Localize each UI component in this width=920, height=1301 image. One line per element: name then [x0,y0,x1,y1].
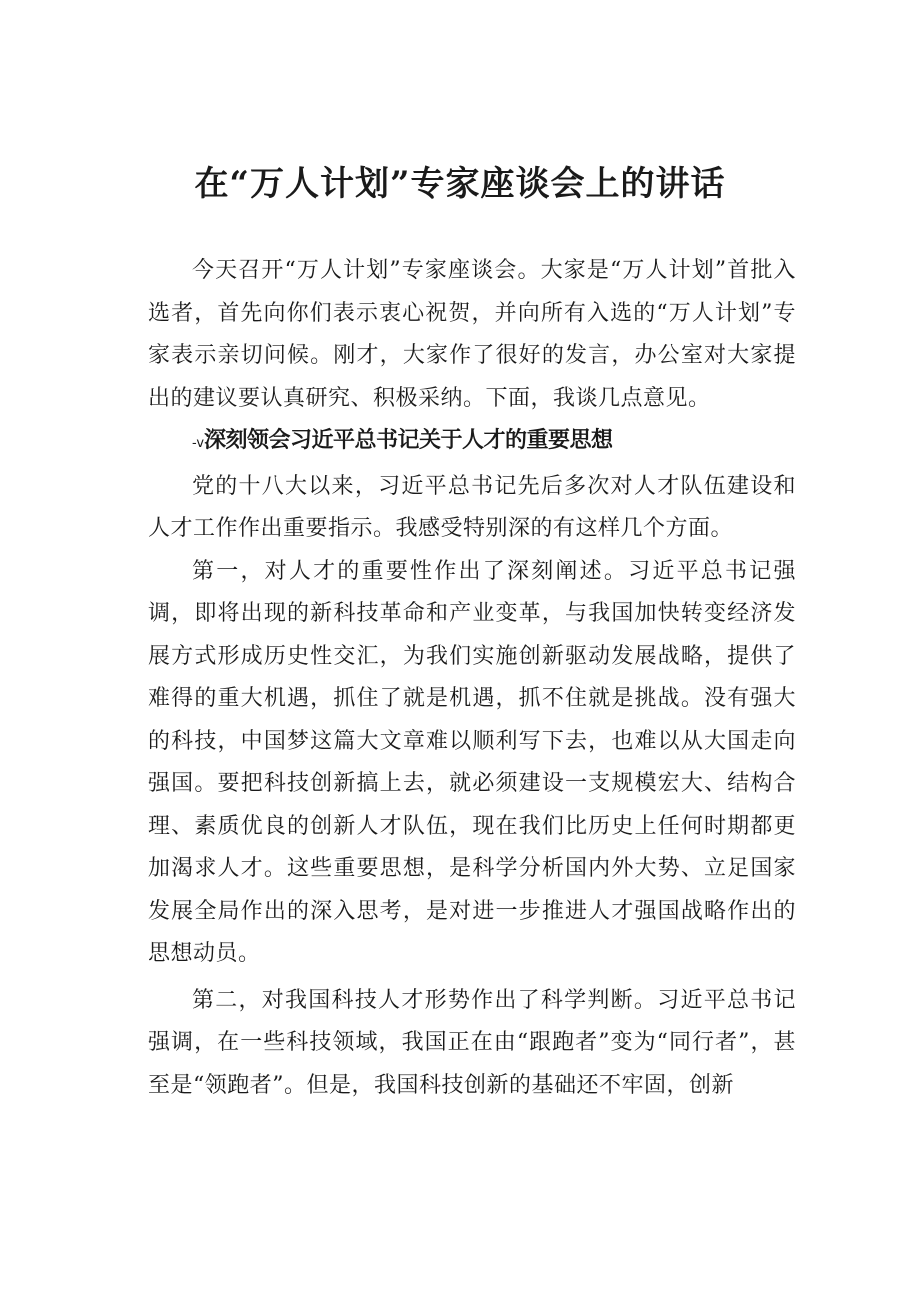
section-paragraph-1: 党的十八大以来，习近平总书记先后多次对人才队伍建设和人才工作作出重要指示。我感受特别深的有这样几个方面。 [148,473,796,541]
section-paragraph-2: 第一，对人才的重要性作出了深刻阐述。习近平总书记强调，即将出现的新科技革命和产业变革，与我国加快转变经济发展方式形成历史性交汇，为我们实施创新驱动发展战略，提供了难得的重大机遇，抓住了就是机遇，抓不住就是挑战。没有强大的科技，中国梦这篇大文章难以顺利写下去，也难以从大国走向强国。要把科技创新搞上去，就必须建设一支规模宏大、结构合理、素质优良的创新人才队伍，现在我们比历史上任何时期都更加渴求人才。这些重要思想，是科学分析国内外大势、立足国家发展全局作出的深入思考，是对进一步推进人才强国战略作出的思想动员。 [148,558,796,966]
document-body [148,250,796,1107]
section-heading [148,420,796,466]
intro-paragraph: 今天召开“万人计划”专家座谈会。大家是“万人计划”首批入选者，首先向你们表示衷心祝贺，并向所有入选的“万人计划”专家表示亲切问候。刚才，大家作了很好的发言，办公室对大家提出的建议要认真研究、积极采纳。下面，我谈几点意见。 [148,258,796,411]
section-paragraph-3: 第二，对我国科技人才形势作出了科学判断。习近平总书记强调，在一些科技领域，我国正在由“跟跑者”变为“同行者”，甚至是“领跑者”。但是，我国科技创新的基础还不牢固，创新 [148,987,796,1098]
section-heading-marker: -v [192,436,205,451]
document-title: 在“万人计划”专家座谈会上的讲话 [194,164,726,204]
section-heading-text: 深刻领会习近平总书记关于人才的重要思想 [204,428,613,453]
